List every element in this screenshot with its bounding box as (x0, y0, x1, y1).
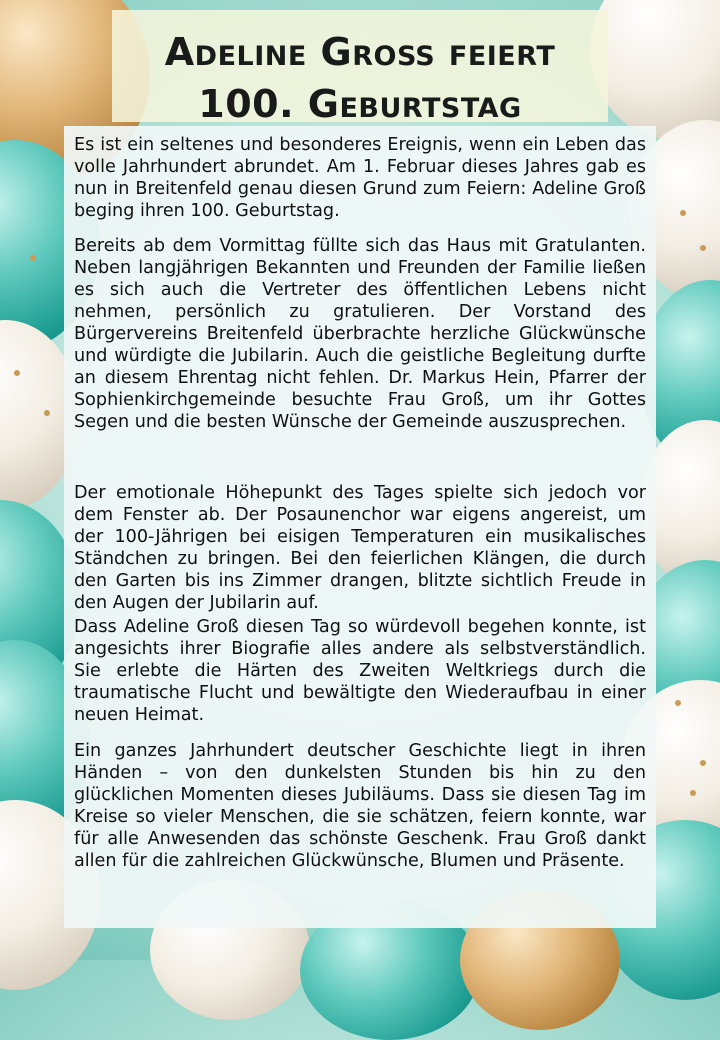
article-paragraph: Bereits ab dem Vormittag füllte sich das Haus mit Gratulanten. Neben langjährigen Bekannten und Freunden der Familie ließen es sich auch die Vertreter des öffentlichen Lebens nicht nehmen, persönlich zu gratulieren. Der Vorstand des Bürgervereins Breitenfeld überbrachte herzliche Glückwünsche und würdigte die Jubilarin. Auch die geistliche Begleitung durfte an diesem Ehrentag nicht fehlen. Dr. Markus Hein, Pfarrer der Sophienkirchgemeinde besuchte Frau Groß, um ihr Gottes Segen und die besten Wünsche der Gemeinde auszusprechen. (74, 236, 646, 432)
confetti-dot (700, 760, 706, 766)
confetti-dot (680, 210, 686, 216)
title-banner (112, 10, 608, 126)
article-paragraph: Ein ganzes Jahrhundert deutscher Geschichte liegt in ihren Händen – von den dunkelsten Stunden bis hin zu den glücklichen Momenten dieses Jubiläums. Dass sie diesen Tag im Kreise so vieler Menschen, die sie schätzen, feiern konnte, war für alle Anwesenden das schönste Geschenk. Frau Groß dankt allen für die zahlreichen Glückwünsche, Blumen und Präsente. (74, 741, 646, 871)
confetti-dot (675, 700, 681, 706)
article-paragraph: Der emotionale Höhepunkt des Tages spielte sich jedoch vor dem Fenster ab. Der Posaunenchor war eigens angereist, um der 100-Jährigen bei eisigen Temperaturen ein musikalisches Ständchen zu bringen. Bei den feierlichen Klängen, die durch den Garten bis ins Zimmer drangen, blitzte sichtlich Freude in den Augen der Jubilarin auf. (74, 483, 646, 613)
confetti-dot (44, 410, 50, 416)
article-paragraph: Dass Adeline Groß diesen Tag so würdevoll begehen konnte, ist angesichts ihrer Biografie alles andere als selbstverständlich. Sie erlebte die Härten des Zweiten Weltkriegs durch die traumatische Flucht und bewältigte den Wiederaufbau in einer neuen Heimat. (74, 617, 646, 725)
page-title-line-1: Adeline Groß feiert (164, 30, 556, 74)
confetti-dot (690, 790, 696, 796)
page-title-line-2: 100. Geburtstag (198, 82, 522, 126)
article-body (64, 126, 656, 928)
balloon-white (590, 0, 720, 140)
confetti-dot (700, 245, 706, 251)
confetti-dot (14, 370, 20, 376)
confetti-dot (30, 255, 36, 261)
article-paragraph: Es ist ein seltenes und besonderes Ereignis, wenn ein Leben das volle Jahrhundert abrundet. Am 1. Februar dieses Jahres gab es nun in Breitenfeld genau diesen Grund zum Feiern: Adeline Groß beging ihren 100. Geburtstag. (74, 135, 646, 221)
